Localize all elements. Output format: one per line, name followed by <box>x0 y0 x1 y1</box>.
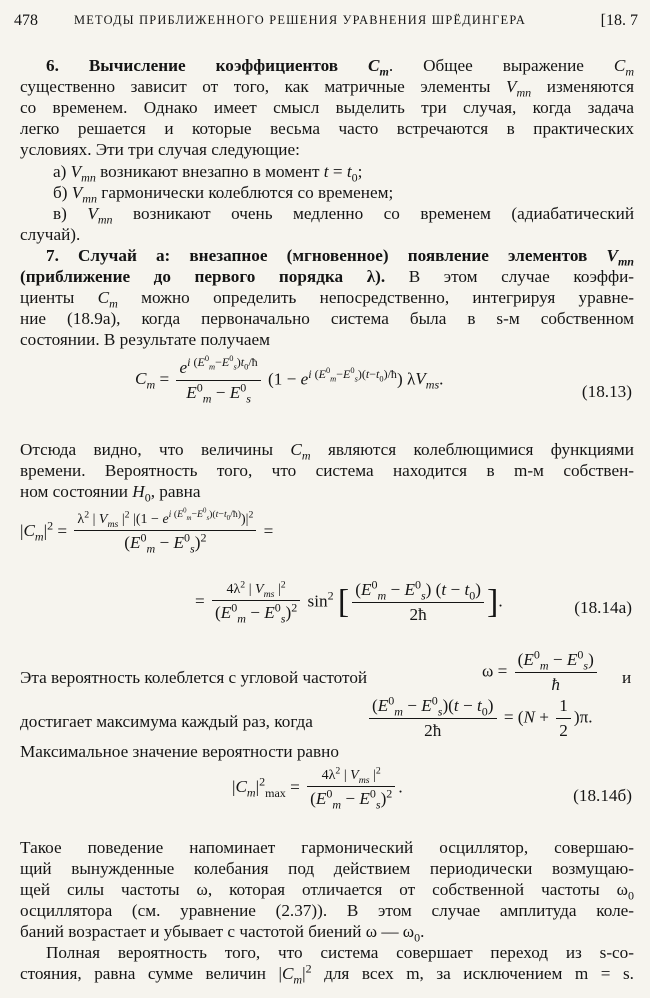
paragraph-line: ном состоянии $H_0$, равна <box>20 482 201 505</box>
paragraph-line: со временем. Однако имеет смысл выделить три случая, когда задача <box>20 98 634 117</box>
case-a: а) $V_{mn}$ возникают внезапно в момент $t = t_0$; <box>53 162 363 185</box>
paragraph-line: щей силы частоты ω, которая отличается от собственной частоты $\omega_0$ <box>20 880 634 903</box>
paragraph-line: условиях. Эти три случая следующие: <box>20 140 300 159</box>
paragraph-word: и <box>622 668 632 687</box>
equation-number: (18.14б) <box>573 786 632 805</box>
section6-heading: 6. Вычисление коэффициентов <box>46 56 339 75</box>
paragraph-line: существенно зависит от того, как матричные элементы $V_{mn}$ изменяются <box>20 77 635 100</box>
case-c-end: случай). <box>20 225 81 244</box>
max-condition: $\frac{(E^0_m - E^0_s)(t - t_0)}{2ħ}$ = (N + $\frac{1}{2}$ )π. <box>366 696 593 741</box>
paragraph-line: легко решается и которые весьма часто встречаются в практических <box>20 119 634 138</box>
paragraph-line: осциллятора (см. уравнение (2.37)). В этом случае амплитуда коле- <box>20 901 634 920</box>
case-b: б) $V_{mn}$ гармонически колеблются со временем; <box>53 183 394 206</box>
paragraph-line: Отсюда видно, что величины $C_m$ являются колеблющимися функциями <box>20 440 634 463</box>
equation-number: (18.13) <box>581 382 632 401</box>
running-title: МЕТОДЫ ПРИБЛИЖЕННОГО РЕШЕНИЯ УРАВНЕНИЯ ШРЁДИНГЕРА <box>74 13 526 27</box>
paragraph-line: (приближение до первого порядка λ). В этом случае коэффи- <box>20 267 635 286</box>
section7-heading-line: 7. Случай а: внезапное (мгновенное) появление элементов $V_{mn}$ <box>46 246 635 269</box>
omega-fraction: ω = $\frac{(E^0_m - E^0_s)}{ħ}$ <box>482 650 600 695</box>
paragraph-line: Такое поведение напоминает гармонический осциллятор, совершаю- <box>20 838 634 857</box>
running-header <box>14 12 638 34</box>
paragraph-line: времени. Вероятность того, что система находится в m-м собствен- <box>20 461 634 480</box>
paragraph-line: достигает максимума каждый раз, когда <box>20 712 313 731</box>
section6-heading-line: 6. Вычисление коэффициентов $C_m$. Общее выражение $C_m$ <box>46 56 635 79</box>
paragraph-line: Максимальное значение вероятности равно <box>20 742 339 761</box>
section-reference: [18. 7 <box>600 12 638 29</box>
case-c: в) $V_{mn}$ возникают очень медленно со временем (адиабатический <box>53 204 635 227</box>
paragraph-line: состоянии. В результате получаем <box>20 330 270 349</box>
equation-18-14b: $|C_m|^2_{max}$ = $\frac{4\lambda^2 | V_{ms} |^2}{(E^0_m - E^0_s)^2}$ . <box>232 765 403 812</box>
paragraph-line: Эта вероятность колеблется с угловой частотой <box>20 668 368 687</box>
paragraph-line: щий вынужденные колебания под действием периодически возмущаю- <box>20 859 634 878</box>
equation-18-13: $C_m$ = $\frac{e^{i (E^0_m-E^0_s)t_0/ħ}}{E^0_m - E^0_s}$ $(1 - e^{i (E^0_m-E^0_s)(t-t_0)/ħ})$ $\lambda V_{ms}$. <box>135 353 444 406</box>
equation-18-14a-line2: = $\frac{4\lambda^2 | V_{ms} |^2}{(E^0_m - E^0_s)^2}$ $\sin^2$ [ $\frac{(E^0_m - E^0_s) (t - t_0)}{2ħ}$ ]. <box>195 577 503 626</box>
paragraph-line: ние (18.9а), когда первоначально система была в s-м собственном <box>20 309 634 328</box>
equation-18-14a-line1: $|C_m|^2$ = $\frac{\lambda^2 | V_{ms} |^2 |(1 - e^{i (E^0_m-E^0_s)(t-t_0/ħ)})|^2}{(E^0_m - E^0_s)^2}$ = <box>20 508 274 556</box>
section7-heading: 7. Случай а: внезапное (мгновенное) появление элементов <box>46 246 588 265</box>
paragraph-line: баний возрастает и убывает с частотой биений ω — $\omega_0$. <box>20 922 425 945</box>
paragraph-line: Полная вероятность того, что система совершает переход из s-со- <box>46 943 634 962</box>
paragraph-line: циенты $C_m$ можно определить непосредственно, интегрируя уравне- <box>20 288 635 311</box>
page-number: 478 <box>14 12 38 29</box>
equation-number: (18.14а) <box>574 598 632 617</box>
paragraph-line: стояния, равна сумме величин $|C_m|^2$ для всех m, за исключением m = s. <box>20 961 634 987</box>
